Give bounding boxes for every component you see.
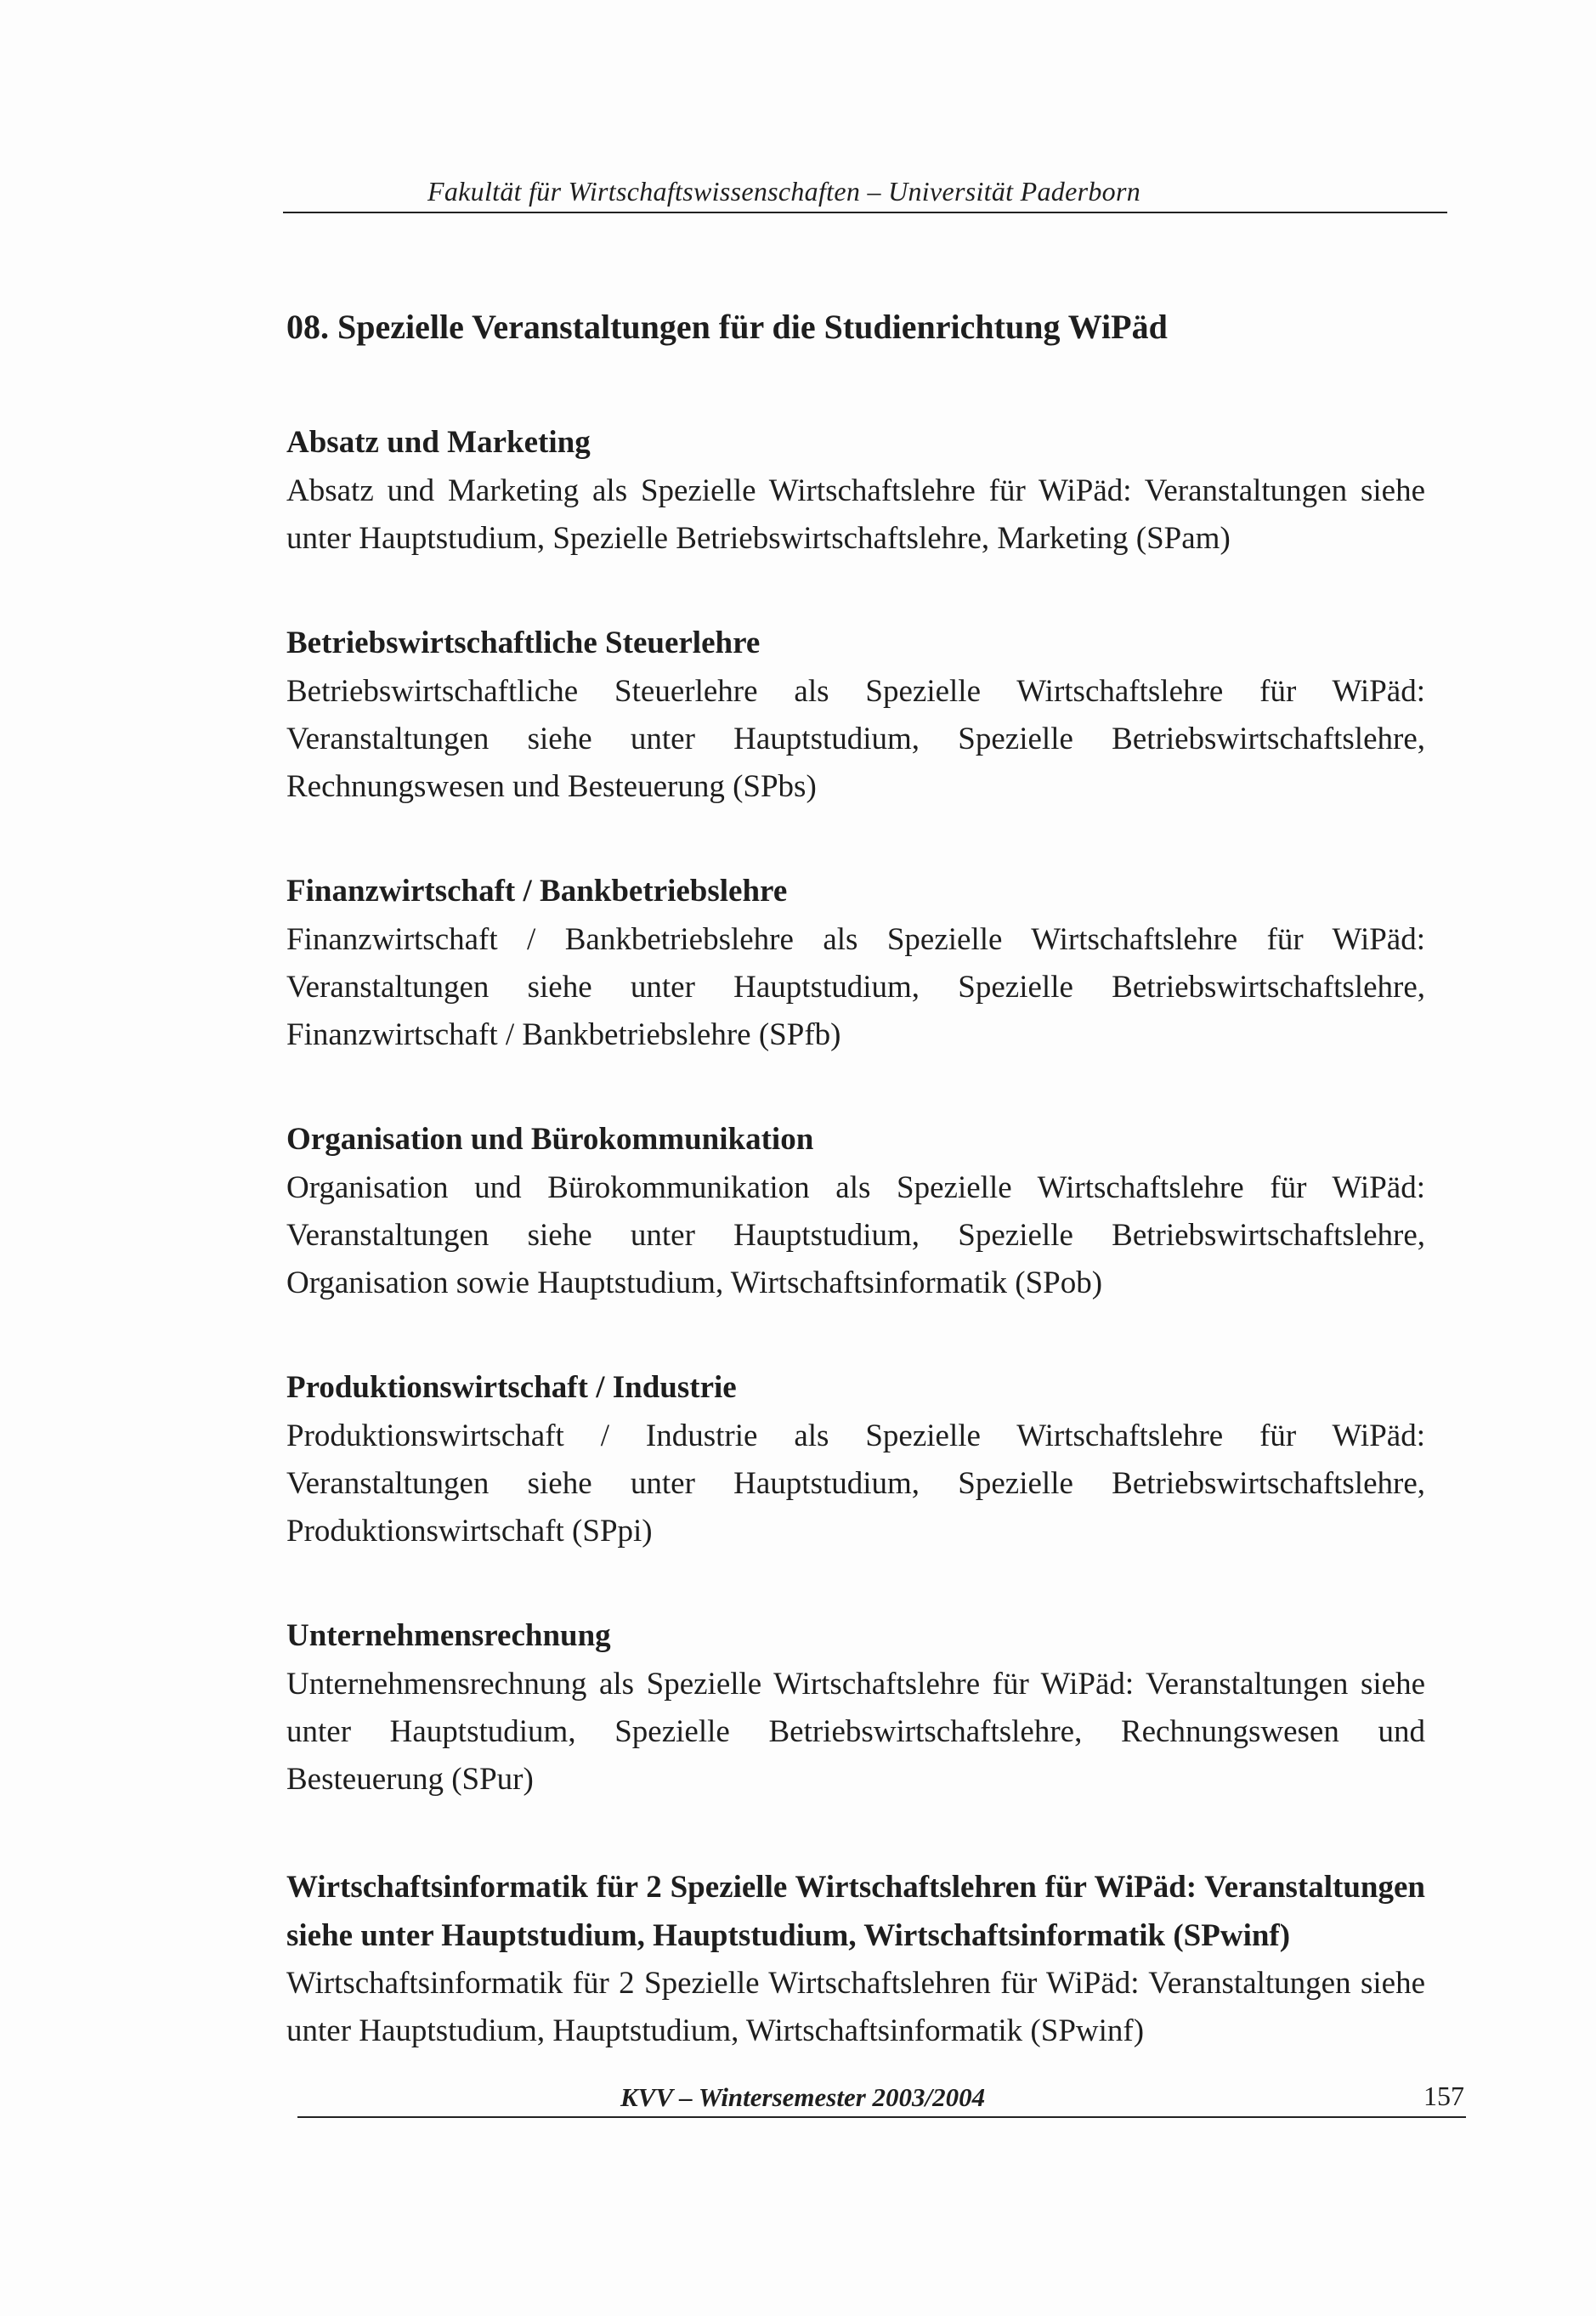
running-header xyxy=(283,174,1447,213)
section-heading: Unternehmensrechnung xyxy=(286,1618,611,1653)
section-body: Produktionswirtschaft / Industrie als Spezielle Wirtschaftslehre für WiPäd: Veranstaltungen siehe unter Hauptstudium, Spezielle Betriebswirtschaftslehre, Produktionswirtschaft (SPpi) xyxy=(286,1418,1425,1549)
section-body: Absatz und Marketing als Spezielle Wirtschaftslehre für WiPäd: Veranstaltungen siehe unter Hauptstudium, Spezielle Betriebswirtschaftslehre, Marketing (SPam) xyxy=(286,473,1425,556)
section-heading: Wirtschaftsinformatik für 2 Spezielle Wirtschaftslehren für WiPäd: Veranstaltungen siehe unter Hauptstudium, Hauptstudium, Wirtschaftsinformatik (SPwinf) xyxy=(286,1870,1425,1953)
section-heading: Organisation und Bürokommunikation xyxy=(286,1122,814,1157)
section-organisation xyxy=(286,1118,1425,1307)
running-header-title: Fakultät für Wirtschaftswissenschaften – Universität Paderborn xyxy=(427,176,1141,207)
section-produktionswirtschaft xyxy=(286,1367,1425,1555)
section-body: Betriebswirtschaftliche Steuerlehre als Spezielle Wirtschaftslehre für WiPäd: Veranstaltungen siehe unter Hauptstudium, Spezielle Betriebswirtschaftslehre, Rechnungswesen und Besteuerung (SPbs) xyxy=(286,674,1425,804)
section-heading: Finanzwirtschaft / Bankbetriebslehre xyxy=(286,874,788,909)
section-finanzwirtschaft xyxy=(286,870,1425,1059)
section-body: Finanzwirtschaft / Bankbetriebslehre als Spezielle Wirtschaftslehre für WiPäd: Veranstaltungen siehe unter Hauptstudium, Spezielle Betriebswirtschaftslehre, Finanzwirtschaft / Bankbetriebslehre (SPfb) xyxy=(286,922,1425,1052)
section-heading: Absatz und Marketing xyxy=(286,425,591,460)
page-number: 157 xyxy=(1423,2081,1464,2111)
running-footer-title: KVV – Wintersemester 2003/2004 xyxy=(620,2082,986,2112)
section-body: Unternehmensrechnung als Spezielle Wirtschaftslehre für WiPäd: Veranstaltungen siehe unter Hauptstudium, Spezielle Betriebswirtschaftslehre, Rechnungswesen und Besteuerung (SPur) xyxy=(286,1667,1425,1797)
chapter-title: 08. Spezielle Veranstaltungen für die Studienrichtung WiPäd xyxy=(286,308,1168,346)
section-unternehmensrechnung xyxy=(286,1615,1425,1804)
page-content xyxy=(286,306,1425,2115)
section-absatz-marketing xyxy=(286,422,1425,563)
section-wirtschaftsinformatik xyxy=(286,1863,1425,2055)
section-heading: Produktionswirtschaft / Industrie xyxy=(286,1370,737,1405)
section-steuerlehre xyxy=(286,622,1425,811)
running-footer xyxy=(297,2079,1466,2118)
section-heading: Betriebswirtschaftliche Steuerlehre xyxy=(286,626,761,660)
section-body: Wirtschaftsinformatik für 2 Spezielle Wirtschaftslehren für WiPäd: Veranstaltungen siehe unter Hauptstudium, Hauptstudium, Wirtschaftsinformatik (SPwinf) xyxy=(286,1966,1425,2048)
section-body: Organisation und Bürokommunikation als Spezielle Wirtschaftslehre für WiPäd: Veranstaltungen siehe unter Hauptstudium, Spezielle Betriebswirtschaftslehre, Organisation sowie Hauptstudium, Wirtschaftsinformatik (SPob) xyxy=(286,1170,1425,1300)
